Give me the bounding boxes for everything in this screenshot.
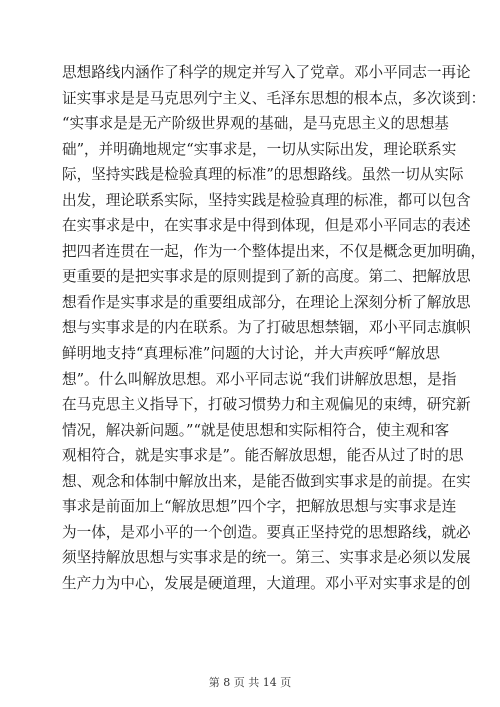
text-line: 出发，理论联系实际，坚持实践是检验真理的标准，都可以包含 bbox=[62, 191, 471, 209]
text-line: 事求是前面加上“解放思想”四个字，把解放思想与实事求是连 bbox=[62, 498, 457, 516]
text-line: 想看作是实事求是的重要组成部分，在理论上深刻分析了解放思 bbox=[62, 293, 471, 311]
text-line: 础”，并明确地规定“实事求是，一切从实际出发，理论联系实 bbox=[62, 140, 457, 158]
text-line: 情况，解决新问题。”“就是使思想和实际相符合，使主观和客 bbox=[62, 421, 450, 439]
text-line: 须坚持解放思想与实事求是的统一。第三、实事求是必须以发展 bbox=[62, 549, 471, 567]
text-line: 想与实事求是的内在联系。为了打破思想禁锢，邓小平同志旗帜 bbox=[62, 319, 471, 337]
text-line: 把四者连贯在一起，作为一个整体提出来，不仅是概念更加明确， bbox=[62, 242, 486, 260]
text-line: 生产力为中心，发展是硬道理，大道理。邓小平对实事求是的创 bbox=[62, 574, 471, 592]
text-line: 观相符合，就是实事求是”。能否解放思想，能否从过了时的思 bbox=[62, 447, 464, 465]
text-line: 证实事求是是马克思列宁主义、毛泽东思想的根本点，多次谈到： bbox=[62, 89, 486, 107]
text-line: 想、观念和体制中解放出来，是能否做到实事求是的前提。在实 bbox=[62, 472, 471, 490]
text-line: 在马克思主义指导下，打破习惯势力和主观偏见的束缚，研究新 bbox=[62, 396, 471, 414]
text-line: 思想路线内涵作了科学的规定并写入了党章。邓小平同志一再论 bbox=[62, 64, 471, 81]
page-number-footer: 第 8 页 共 14 页 bbox=[208, 676, 292, 689]
text-line: 为一体，是邓小平的一个创造。要真正坚持党的思想路线，就必 bbox=[62, 523, 471, 541]
text-line: 更重要的是把实事求是的原则提到了新的高度。第二、把解放思 bbox=[62, 268, 471, 286]
text-line: 鲜明地支持“真理标准”问题的大讨论，并大声疾呼“解放思 bbox=[62, 345, 440, 363]
text-line: 想”。什么叫解放思想。邓小平同志说“我们讲解放思想，是指 bbox=[62, 370, 457, 388]
text-line: 际，坚持实践是检验真理的标准”的思想路线。虽然一切从实际 bbox=[62, 166, 464, 184]
body-paragraph bbox=[62, 60, 486, 596]
text-line: “实事求是是无产阶级世界观的基础，是马克思主义的思想基 bbox=[62, 115, 449, 133]
text-line: 在实事求是中，在实事求是中得到体现，但是邓小平同志的表述 bbox=[62, 217, 471, 235]
